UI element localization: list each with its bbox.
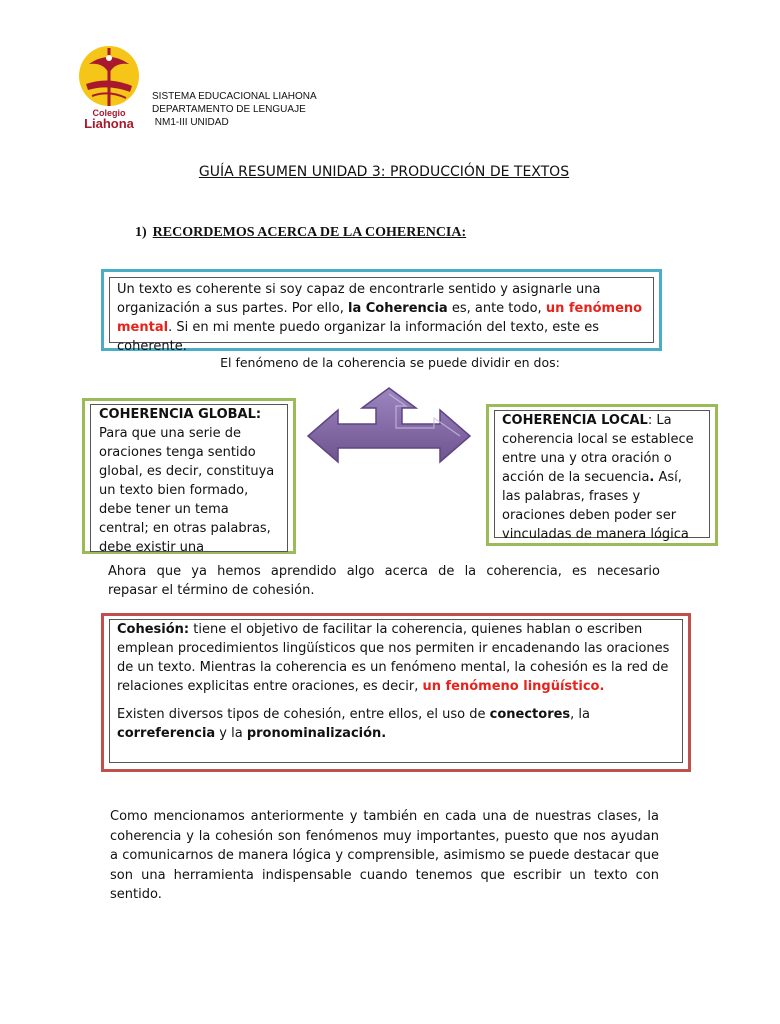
term-connectors: conectores (489, 707, 571, 722)
local-coherence-body: : La coherencia local se establece entre una y otra oración o acción de la secuencia (502, 413, 694, 485)
header-line-3: NM1-III UNIDAD (152, 117, 229, 128)
local-coherence-box (494, 410, 710, 542)
division-sentence: El fenómeno de la coherencia se puede dividir en dos: (220, 355, 560, 370)
header-line-2: DEPARTAMENTO DE LENGUAJE (152, 104, 306, 115)
cohesion-types-text: Existen diversos tipos de cohesión, entre ellos, el uso de (117, 707, 490, 722)
double-arrow-icon (306, 386, 472, 478)
section-number: 1) (135, 225, 147, 240)
coherence-text: . Si en mi mente puedo organizar la información del texto, este es coherente. (117, 320, 600, 354)
transition-paragraph (108, 562, 660, 600)
conclusion-paragraph: Como mencionamos anteriormente y también en cada una de nuestras clases, la coherencia y la cohesión son fenómenos muy importantes, puesto que nos ayudan a comunicarnos de manera lógica y comprensible, asimismo se puede destacar que son una herramienta indispensable cuando tenemos que escribir un texto con sentido. (110, 809, 659, 902)
local-coherence-body: Así, las palabras, frases y oraciones deben poder ser vinculadas de manera lógica (502, 470, 689, 542)
transition-line-2: repasar el término de cohesión. (108, 583, 315, 598)
svg-text:Liahona: Liahona (84, 116, 134, 131)
cohesion-highlight: un fenómeno lingüístico. (422, 679, 605, 694)
global-coherence-box (90, 404, 288, 555)
section-title: RECORDEMOS ACERCA DE LA COHERENCIA: (152, 225, 467, 240)
term-coreference: correferencia (117, 726, 216, 741)
local-coherence-heading: COHERENCIA LOCAL (502, 413, 648, 428)
coherence-text: Un texto es coherente si soy capaz de encontrarle sentido y asignarle una organización a sus partes. Por ello, (117, 282, 601, 316)
logo-emblem-icon (74, 44, 144, 130)
coherence-term: la Coherencia (347, 301, 448, 316)
svg-text:Colegio: Colegio (92, 108, 126, 118)
cohesion-definition-box (109, 619, 683, 763)
coherence-definition-box (109, 277, 654, 354)
global-coherence-body: Para que una serie de oraciones tenga sentido global, es decir, constituya un texto bien formado, debe tener un tema central; en otras palabras, debe existir una (99, 426, 275, 555)
header-line-1: SISTEMA EDUCACIONAL LIAHONA (152, 91, 317, 102)
cohesion-heading: Cohesión: (117, 622, 190, 637)
global-coherence-heading: COHERENCIA GLOBAL: (99, 407, 262, 422)
coherence-text: es, ante todo, (447, 301, 546, 316)
cohesion-types-text: y la (215, 726, 247, 741)
page-title: GUÍA RESUMEN UNIDAD 3: PRODUCCIÓN DE TEXTOS (198, 164, 570, 180)
transition-line-1: Ahora que ya hemos aprendido algo acerca de la coherencia, es necesario (108, 564, 660, 579)
cohesion-types-text: , la (570, 707, 591, 722)
term-pronominalization: pronominalización. (246, 726, 387, 741)
cohesion-text: tiene el objetivo de facilitar la coherencia, quienes hablan o escriben emplean procedimientos lingüísticos que nos permiten ir encadenando las oraciones de un texto. Mientras la coherencia es un fenómeno mental, la cohesión es la red de relaciones explicitas entre oraciones, es decir, (117, 622, 670, 694)
institution-header (152, 90, 317, 129)
colegio-liahona-logo (74, 44, 144, 130)
coherence-highlight: un fenómeno mental (117, 301, 643, 335)
section-heading (135, 225, 466, 241)
local-coherence-period: . (649, 470, 655, 485)
